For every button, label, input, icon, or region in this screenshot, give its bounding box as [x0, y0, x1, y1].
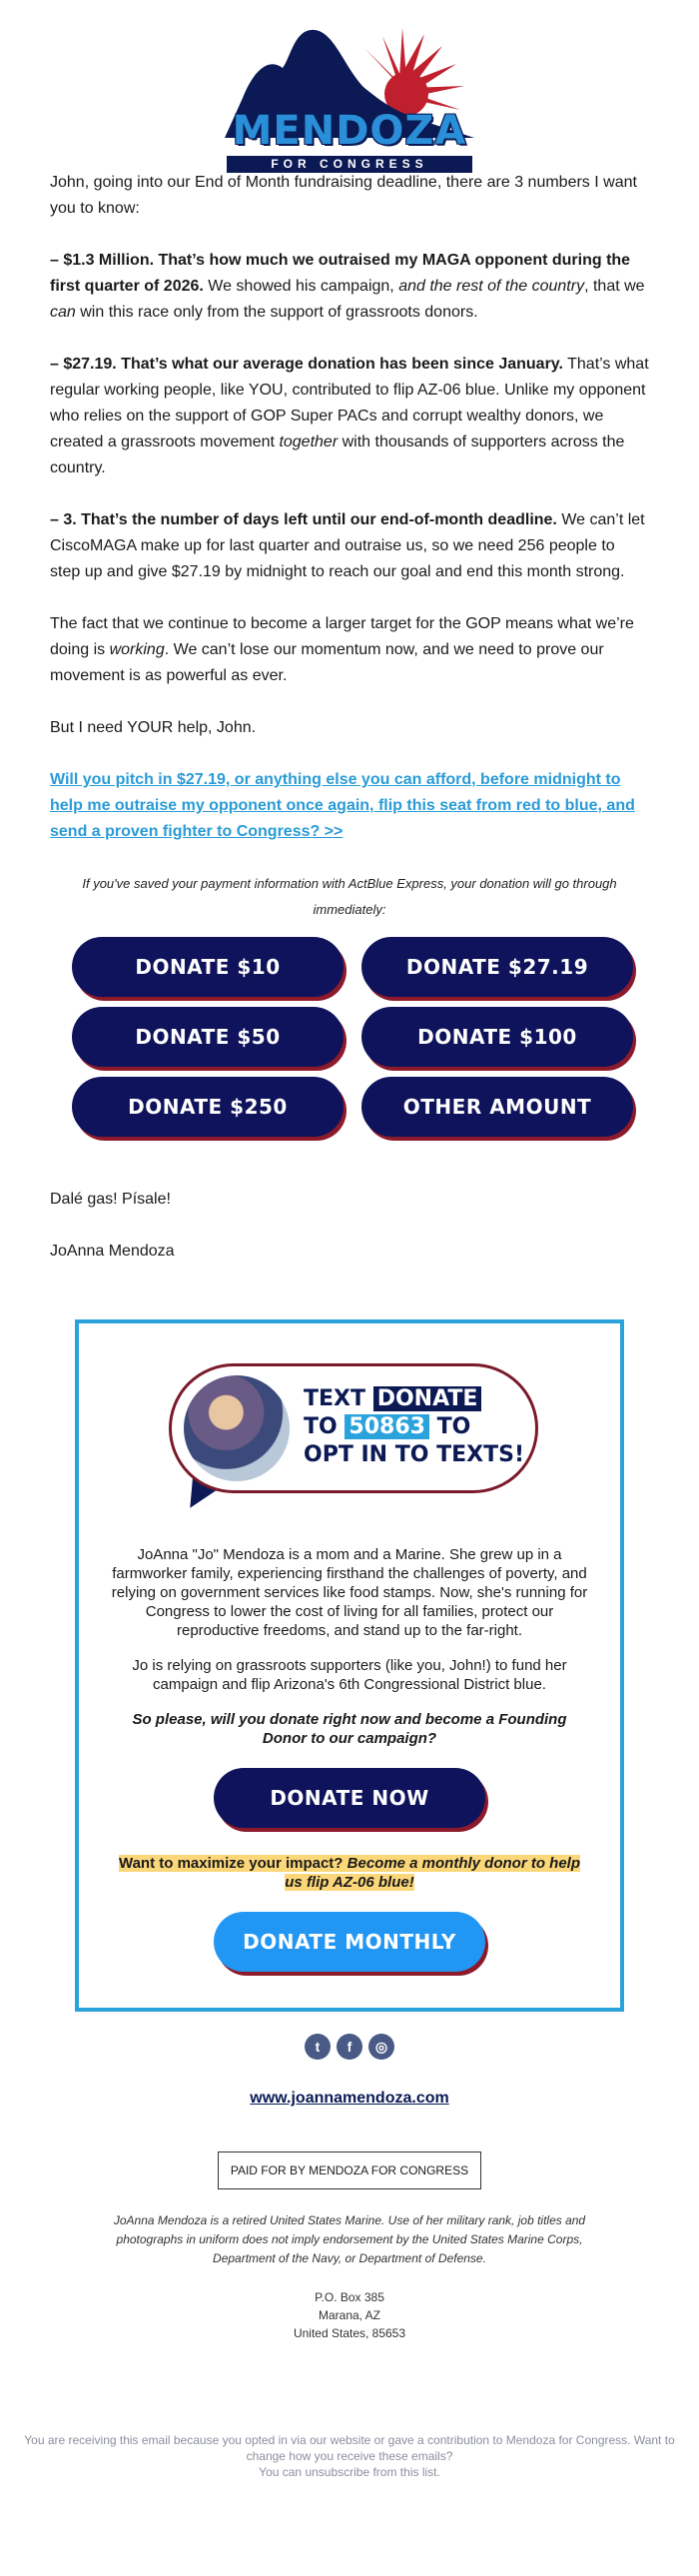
donate-link-paragraph — [50, 767, 649, 845]
donate-button-grid — [0, 937, 699, 1137]
momentum-italic: working — [109, 641, 165, 658]
stat-2-text-a: That’s what regular working people, like YOU, contributed to flip AZ-06 blue. Unlike my opponent who relies on the support of GOP Super PACs and corrupt wealthy donors, we created a grassroots movement — [50, 356, 649, 450]
donate-now-button[interactable]: DONATE NOW — [214, 1768, 485, 1828]
actblue-note: If you've saved your payment information with ActBlue Express, your donation will go through immediately: — [82, 876, 617, 917]
header-logo-area — [0, 0, 699, 170]
stat-2-italic: together — [279, 433, 339, 450]
mailing-address — [0, 2288, 699, 2342]
address-line-1: P.O. Box 385 — [315, 2290, 384, 2304]
optin-to-word-2: TO — [436, 1414, 471, 1439]
donate-100-button[interactable]: DONATE $100 — [361, 1007, 633, 1067]
intro-paragraph: John, going into our End of Month fundraising deadline, there are 3 numbers I want you to know: — [50, 174, 637, 217]
impact-text-a: Want to maximize your impact? — [118, 1855, 348, 1872]
candidate-bio: JoAnna "Jo" Mendoza is a mom and a Marine. She grew up in a farmworker family, experiencing firsthand the challenges of poverty, and relying on government services like food stamps. Now, she's running for Congress to lower the cost of living for all families, protect our reproductive freedoms, and stand up to the far-right. — [111, 1546, 588, 1639]
optin-shortcode: 50863 — [345, 1414, 429, 1439]
optin-text — [304, 1385, 524, 1469]
momentum-text-b: . We can’t lose our momentum now, and we need to prove our movement is as powerful as ever. — [50, 641, 604, 684]
stat-1-text-c: win this race only from the support of grassroots donors. — [75, 304, 478, 321]
optin-text-word: TEXT — [304, 1386, 366, 1411]
stat-1-text-b: , that we — [584, 278, 645, 295]
paid-for-box: PAID FOR BY MENDOZA FOR CONGRESS — [218, 2151, 481, 2189]
stat-3-text: We can’t let CiscoMAGA make up for last quarter and outraise us, so we need 256 people to step up and give $27.19 by midnight to reach our goal and end this month strong. — [50, 511, 645, 580]
logo-wordmark: MENDOZA — [232, 108, 467, 154]
signature: JoAnna Mendoza — [50, 1243, 175, 1260]
help-paragraph: But I need YOUR help, John. — [50, 719, 257, 736]
mendoza-logo[interactable] — [225, 28, 474, 173]
instagram-icon[interactable]: ◎ — [368, 2034, 394, 2060]
donate-monthly-button[interactable]: DONATE MONTHLY — [214, 1912, 485, 1972]
optin-keyword: DONATE — [373, 1386, 482, 1411]
subscription-footer — [0, 2342, 699, 2480]
optin-to-word: TO — [304, 1414, 338, 1439]
stat-1-text-a: We showed his campaign, — [203, 278, 399, 295]
twitter-icon[interactable]: t — [305, 2034, 331, 2060]
text-optin-graphic — [109, 1363, 590, 1523]
stat-paragraph-2 — [50, 352, 649, 481]
candidate-photo — [184, 1375, 290, 1481]
optin-notice: You are receiving this email because you opted in via our website or gave a contribution to Mendoza for Congress. Want to change how you receive these emails? — [24, 2433, 675, 2463]
donate-ask-link[interactable]: Will you pitch in $27.19, or anything else you can afford, before midnight to help me outraise my opponent once again, flip this seat from red to blue, and send a proven fighter to Congress? >> — [50, 771, 635, 840]
email-body — [0, 170, 699, 845]
closing-section — [0, 1137, 699, 1265]
stat-1-bold: – $1.3 Million. That’s how much we outraised my MAGA opponent during the first quarter of 2026. — [50, 252, 631, 295]
momentum-text-a: The fact that we continue to become a larger target for the GOP means what we’re doing is — [50, 615, 634, 658]
monthly-impact-text — [109, 1854, 590, 1892]
social-links — [0, 2034, 699, 2060]
address-line-3: United States, 85653 — [293, 2326, 406, 2340]
stat-1-italic-2: can — [50, 304, 76, 321]
facebook-icon[interactable]: f — [337, 2034, 362, 2060]
website-link[interactable]: www.joannamendoza.com — [250, 2090, 449, 2107]
unsubscribe-link[interactable]: You can unsubscribe from this list. — [259, 2465, 440, 2479]
other-amount-button[interactable]: OTHER AMOUNT — [361, 1077, 633, 1137]
closing-line: Dalé gas! Písale! — [50, 1191, 171, 1208]
donate-50-button[interactable]: DONATE $50 — [72, 1007, 344, 1067]
founding-donor-question: So please, will you donate right now and become a Founding Donor to our campaign? — [132, 1711, 567, 1747]
candidate-card — [75, 1319, 624, 2012]
stat-2-text-b: with thousands of supporters across the country. — [50, 433, 625, 476]
stat-2-bold: – $27.19. That’s what our average donation has been since January. — [50, 356, 563, 373]
donate-10-button[interactable]: DONATE $10 — [72, 937, 344, 997]
stat-3-bold: – 3. That’s the number of days left until our end-of-month deadline. — [50, 511, 557, 528]
address-line-2: Marana, AZ — [318, 2308, 381, 2322]
optin-line-3: OPT IN TO TEXTS! — [304, 1442, 524, 1467]
website-link-row — [0, 2090, 699, 2108]
donate-250-button[interactable]: DONATE $250 — [72, 1077, 344, 1137]
momentum-paragraph — [50, 611, 649, 689]
logo-subtitle: FOR CONGRESS — [227, 156, 472, 173]
stat-paragraph-3 — [50, 507, 649, 585]
candidate-ask: Jo is relying on grassroots supporters (like you, John!) to fund her campaign and flip Arizona's 6th Congressional District blue. — [132, 1657, 567, 1693]
military-disclaimer: JoAnna Mendoza is a retired United States Marine. Use of her military rank, job titles and photographs in uniform does not imply endorsement by the United States Marine Corps, Department of the Navy, or Department of Defense. — [113, 2213, 586, 2265]
impact-text-b: Become a monthly donor to help us flip AZ-06 blue! — [285, 1855, 580, 1891]
donate-27-19-button[interactable]: DONATE $27.19 — [361, 937, 633, 997]
stat-1-italic: and the rest of the country — [398, 278, 585, 295]
stat-paragraph-1 — [50, 248, 649, 326]
